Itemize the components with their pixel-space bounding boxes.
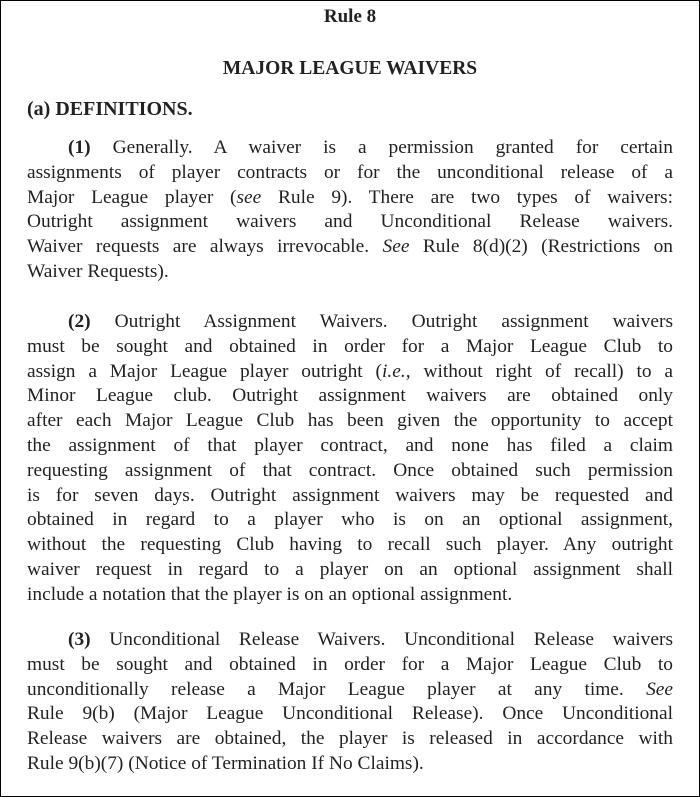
paragraph-number: (2): [68, 311, 91, 332]
italic-text: See: [382, 236, 410, 258]
text-segment: assign a Major League player outright (: [27, 360, 383, 382]
text-segment: include a notation that the player is on an optional assignment.: [27, 583, 513, 605]
text-segment: after each Major League Club has been given the opportunity to accept: [27, 410, 673, 432]
text-segment: obtained in regard to a player who is on an optional assignment,: [27, 509, 673, 531]
text-line: [27, 752, 673, 777]
text-segment: the assignment of that player contract, and none has filed a claim: [27, 434, 673, 456]
text-segment: Waiver requests are always irrevocable.: [27, 236, 383, 258]
text-line: [27, 484, 673, 509]
rule-label: Rule 8: [323, 6, 377, 27]
text-line: [27, 335, 673, 360]
text-segment: Generally. A waiver is a permission granted for certain: [90, 137, 673, 158]
paragraph-outright-assignment-waivers: [27, 310, 673, 608]
text-segment: Release waivers are obtained, the player is released in accordance with: [27, 728, 673, 750]
text-line: [27, 210, 673, 235]
text-segment: must be sought and obtained in order for a Major League Club to: [27, 335, 673, 357]
paragraph-unconditional-release-waivers: [27, 628, 673, 777]
text-line: [27, 161, 673, 186]
italic-text: see: [236, 186, 262, 208]
text-line: [27, 508, 673, 533]
text-line: [27, 653, 673, 678]
italic-text: See: [646, 678, 673, 700]
text-segment: Minor League club. Outright assignment waivers are obtained only: [27, 385, 673, 407]
italic-text: i.e.: [382, 360, 406, 382]
text-line: [27, 678, 673, 703]
text-segment: Unconditional Release Waivers. Unconditional Release waivers: [90, 629, 673, 650]
page-title: MAJOR LEAGUE WAIVERS: [222, 58, 478, 79]
text-line: [27, 310, 673, 335]
text-line: [27, 409, 673, 434]
text-segment: Outright Assignment Waivers. Outright assignment waivers: [90, 311, 673, 332]
text-segment: without the requesting Club having to recall such player. Any outright: [27, 534, 673, 556]
text-segment: is for seven days. Outright assignment waivers may be requested and: [27, 484, 673, 506]
paragraph-number: (3): [68, 629, 91, 650]
text-segment: Rule 9). There are two types of waivers:: [261, 186, 673, 208]
text-segment: Rule 9(b)(7) (Notice of Termination If No Claims).: [27, 752, 424, 774]
text-segment: Rule 8(d)(2) (Restrictions on: [409, 236, 674, 258]
text-line: [27, 533, 673, 558]
text-line: [27, 136, 673, 161]
text-segment: unconditionally release a Major League player at any time.: [27, 678, 647, 700]
text-segment: , without right of recall) to a: [405, 360, 673, 382]
paragraph-generally: [27, 136, 673, 285]
text-line: [27, 360, 673, 385]
text-line: [27, 702, 673, 727]
text-line: [27, 628, 673, 653]
text-segment: Rule 9(b) (Major League Unconditional Release). Once Unconditional: [27, 703, 673, 725]
text-segment: waiver request in regard to a player on an optional assignment shall: [27, 558, 673, 580]
text-line: [27, 260, 673, 285]
text-segment: Major League player (: [27, 186, 237, 208]
text-segment: requesting assignment of that contract. Once obtained such permission: [27, 459, 673, 481]
text-line: [27, 384, 673, 409]
text-line: [27, 434, 673, 459]
text-segment: Outright assignment waivers and Unconditional Release waivers.: [27, 211, 673, 233]
text-line: [27, 235, 673, 260]
text-line: [27, 583, 673, 608]
paragraph-number: (1): [68, 137, 91, 158]
text-segment: Waiver Requests).: [27, 260, 169, 282]
text-line: [27, 186, 673, 211]
text-line: [27, 727, 673, 752]
text-line: [27, 459, 673, 484]
text-line: [27, 558, 673, 583]
text-segment: assignments of player contracts or for the unconditional release of a: [27, 161, 673, 183]
text-segment: must be sought and obtained in order for a Major League Club to: [27, 653, 673, 675]
section-heading: (a) DEFINITIONS.: [27, 98, 193, 120]
